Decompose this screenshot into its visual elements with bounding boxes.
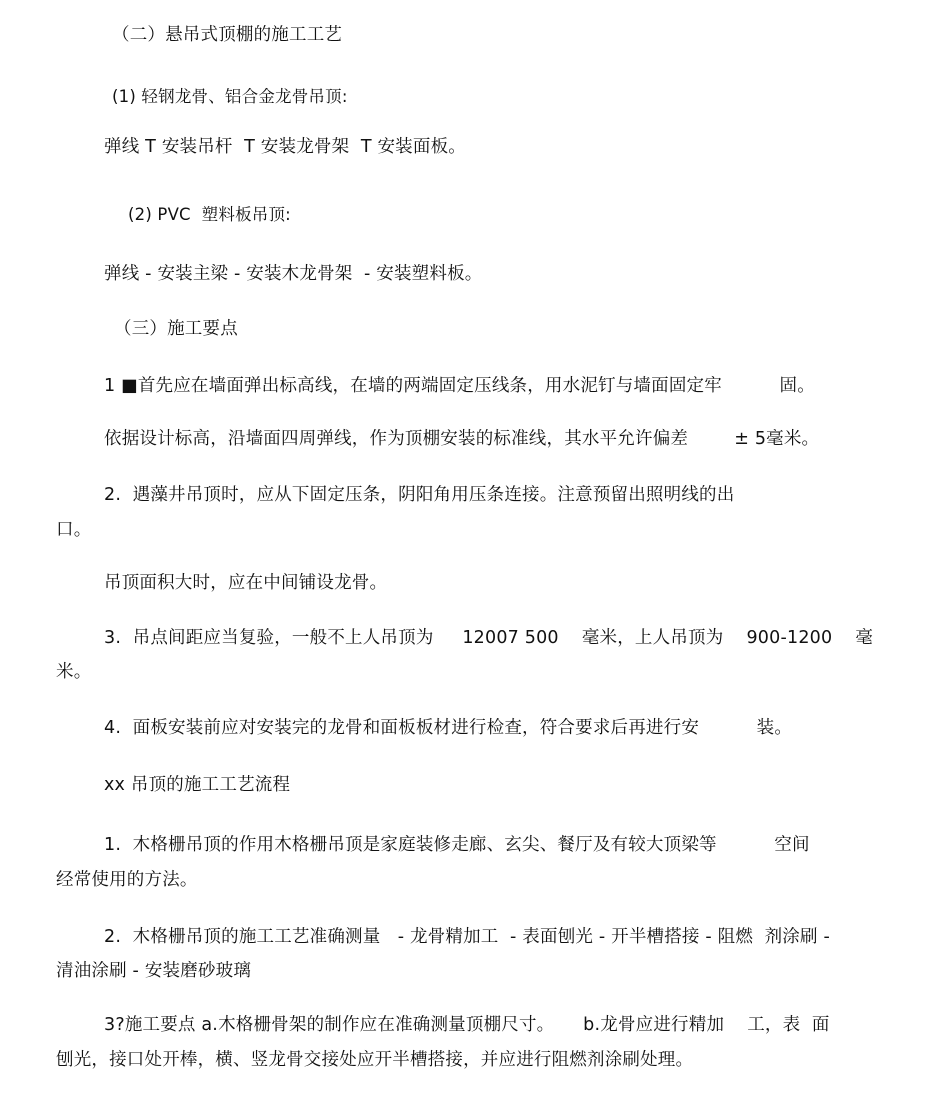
section-heading-suspended-ceiling: （二）悬吊式顶棚的施工工艺 xyxy=(112,25,343,45)
section-heading-key-points: （三）施工要点 xyxy=(114,319,238,339)
paragraph-line: 4. 面板安装前应对安装完的龙骨和面板板材进行检查，符合要求后再进行安 装。 xyxy=(104,718,793,738)
paragraph-line: 1 ■首先应在墙面弹出标高线，在墙的两端固定压线条，用水泥钉与墙面固定牢 固。 xyxy=(104,376,815,396)
subheading-light-steel-keel: (1) 轻钢龙骨、铝合金龙骨吊顶: xyxy=(112,87,348,106)
paragraph-line: 3?施工要点 a.木格栅骨架的制作应在准确测量顶棚尺寸。 b.龙骨应进行精加 工，表 面 xyxy=(104,1015,830,1035)
section-heading-grid-ceiling: xx 吊顶的施工工艺流程 xyxy=(104,775,291,795)
paragraph-line: 2. 木格栅吊顶的施工工艺准确测量 - 龙骨精加工 - 表面刨光 - 开半槽搭接 - 阻燃 剂涂刷 - xyxy=(104,927,830,947)
paragraph-line: 刨光，接口处开棒，横、竖龙骨交接处应开半槽搭接，并应进行阻燃剂涂刷处理。 xyxy=(56,1050,694,1070)
paragraph-line: 口。 xyxy=(56,520,92,540)
process-line: 弹线 T 安装吊杆 T 安装龙骨架 T 安装面板。 xyxy=(104,137,466,157)
paragraph-line: 米。 xyxy=(56,662,92,682)
process-line: 弹线 - 安装主梁 - 安装木龙骨架 - 安装塑料板。 xyxy=(104,264,483,284)
paragraph-line: 经常使用的方法。 xyxy=(56,870,198,890)
paragraph-line: 2. 遇藻井吊顶时，应从下固定压条，阴阳角用压条连接。注意预留出照明线的出 xyxy=(104,485,735,505)
subheading-pvc: (2) PVC 塑料板吊顶: xyxy=(128,205,291,224)
paragraph-line: 清油涂刷 - 安装磨砂玻璃 xyxy=(56,961,252,981)
paragraph-line: 吊顶面积大时，应在中间铺设龙骨。 xyxy=(104,573,388,593)
paragraph-line: 3. 吊点间距应当复验，一般不上人吊顶为 12007 500 毫米，上人吊顶为 900-1200 毫 xyxy=(104,628,874,648)
paragraph-line: 依据设计标高，沿墙面四周弹线，作为顶棚安装的标准线，其水平允许偏差 ± 5毫米。 xyxy=(104,429,820,449)
paragraph-line: 1. 木格栅吊顶的作用木格栅吊顶是家庭装修走廊、玄尖、餐厅及有较大顶梁等 空间 xyxy=(104,835,810,855)
